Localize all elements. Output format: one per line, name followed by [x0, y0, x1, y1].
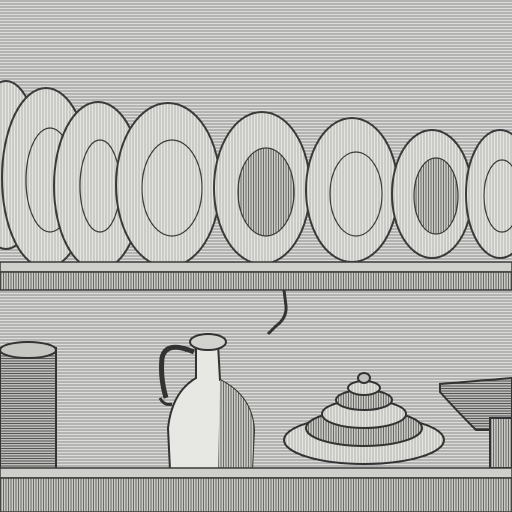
plate [214, 112, 310, 264]
jar [0, 342, 56, 476]
plate [116, 103, 220, 267]
plate [392, 130, 472, 258]
plate [306, 118, 398, 262]
upper-shelf [0, 262, 512, 290]
lower-shelf [0, 468, 512, 512]
